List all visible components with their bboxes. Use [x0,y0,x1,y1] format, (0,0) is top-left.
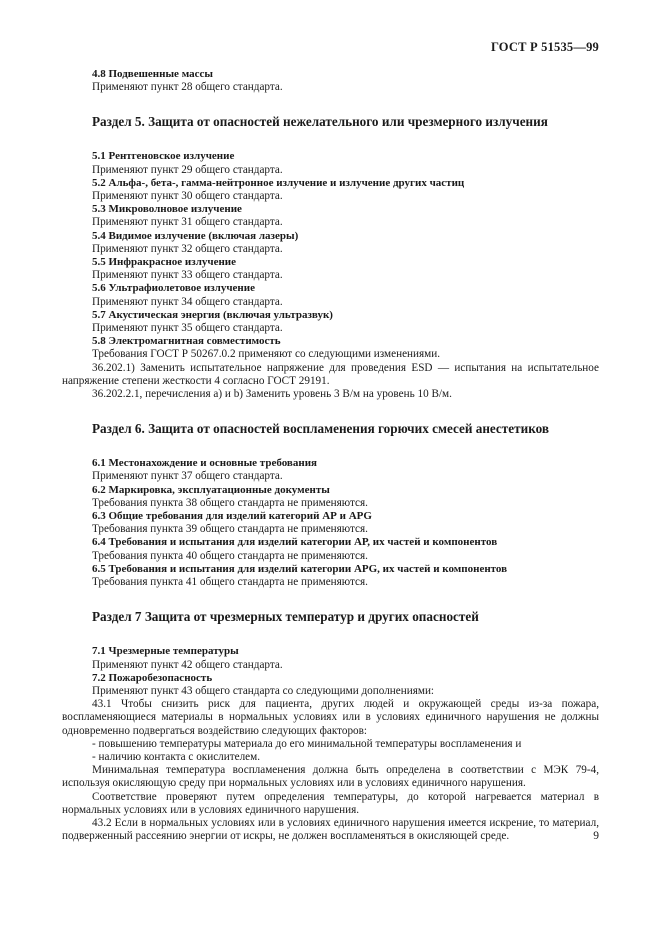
paragraph: Применяют пункт 37 общего стандарта. [92,470,283,483]
subsection-heading: 5.3 Микроволновое излучение [92,203,242,216]
section-heading: Раздел 5. Защита от опасностей нежелательного или чрезмерного излучения [92,114,548,130]
paragraph: 43.1 Чтобы снизить риск для пациента, других людей и окружающей среды из-за пожара, воспламеняющиеся материалы в нормальных условиях или в условиях единичного нарушения не должны одновременно подвергаться воздействию следующих факторов: [62,698,599,737]
paragraph: Применяют пункт 42 общего стандарта. [92,658,283,671]
document-header: ГОСТ Р 51535—99 [490,40,599,54]
paragraph: Требования ГОСТ Р 50267.0.2 применяют со следующими изменениями. [92,348,441,361]
subsection-heading: 5.4 Видимое излучение (включая лазеры) [92,229,299,242]
subsection-heading: 5.5 Инфракрасное излучение [92,256,237,269]
paragraph: - повышению температуры материала до его минимальной температуры воспламенения и [92,737,522,750]
paragraph: Применяют пункт 35 общего стандарта. [92,322,283,335]
paragraph: Применяют пункт 31 общего стандарта. [92,216,283,229]
paragraph: - наличию контакта с окислителем. [92,750,261,763]
section-heading: Раздел 6. Защита от опасностей воспламенения горючих смесей анестетиков [92,421,550,437]
paragraph: Требования пункта 40 общего стандарта не применяются. [92,549,368,562]
paragraph: Применяют пункт 28 общего стандарта. [92,81,283,94]
page-number: 9 [593,830,599,842]
subsection-heading: 5.2 Альфа-, бета-, гамма-нейтронное излучение и излучение других частиц [92,176,465,189]
subsection-heading: 6.5 Требования и испытания для изделий категории APG, их частей и компонентов [92,562,508,575]
subsection-heading: 5.6 Ультрафиолетовое излучение [92,282,255,295]
paragraph: Требования пункта 39 общего стандарта не применяются. [92,523,368,536]
subsection-heading: 7.2 Пожаробезопасность [92,671,213,684]
subsection-heading: 4.8 Подвешенные массы [92,68,213,80]
paragraph: Применяют пункт 43 общего стандарта со следующими дополнениями: [92,684,435,697]
paragraph: Требования пункта 38 общего стандарта не применяются. [92,496,368,509]
paragraph: Требования пункта 41 общего стандарта не применяются. [92,576,368,589]
paragraph: Применяют пункт 32 общего стандарта. [92,242,283,255]
paragraph: Применяют пункт 29 общего стандарта. [92,163,283,176]
subsection-heading: 7.1 Чрезмерные температуры [92,645,239,658]
paragraph: 36.202.2.1, перечисления a) и b) Заменить уровень 3 В/м на уровень 10 В/м. [92,388,452,401]
subsection-heading: 6.3 Общие требования для изделий категорий АР и APG [92,510,372,523]
subsection-heading: 5.7 Акустическая энергия (включая ультразвук) [92,308,333,321]
subsection-heading: 6.4 Требования и испытания для изделий категории АР, их частей и компонентов [92,536,498,549]
subsection-heading: 5.8 Электромагнитная совместимость [92,335,281,348]
subsection-heading: 5.1 Рентгеновское излучение [92,150,235,163]
paragraph: Применяют пункт 34 общего стандарта. [92,295,283,308]
paragraph: Минимальная температура воспламенения должна быть определена в соответствии с МЭК 79-4, используя окисляющую среду при нормальных условиях или в условиях единичного нарушения. [62,764,599,790]
paragraph: Применяют пункт 30 общего стандарта. [92,190,283,203]
paragraph: Соответствие проверяют путем определения температуры, до которой нагревается материал в нормальных условиях или в условиях единичного нарушения. [62,790,599,816]
section-heading: Раздел 7 Защита от чрезмерных температур и других опасностей [92,609,479,625]
paragraph: Применяют пункт 33 общего стандарта. [92,269,283,282]
subsection-heading: 6.2 Маркировка, эксплуатационные документы [92,483,330,496]
document-body [62,68,599,843]
paragraph: 43.2 Если в нормальных условиях или в условиях единичного нарушения имеется искрение, то материал, подверженный рассеянию энергии от искры, не должен воспламеняться в окисляющей среде. [62,816,599,843]
paragraph: 36.202.1) Заменить испытательное напряжение для проведения ESD — испытания на испытательное напряжение степени жесткости 4 согласно ГОСТ 29191. [62,361,599,387]
subsection-heading: 6.1 Местонахождение и основные требования [92,457,317,470]
